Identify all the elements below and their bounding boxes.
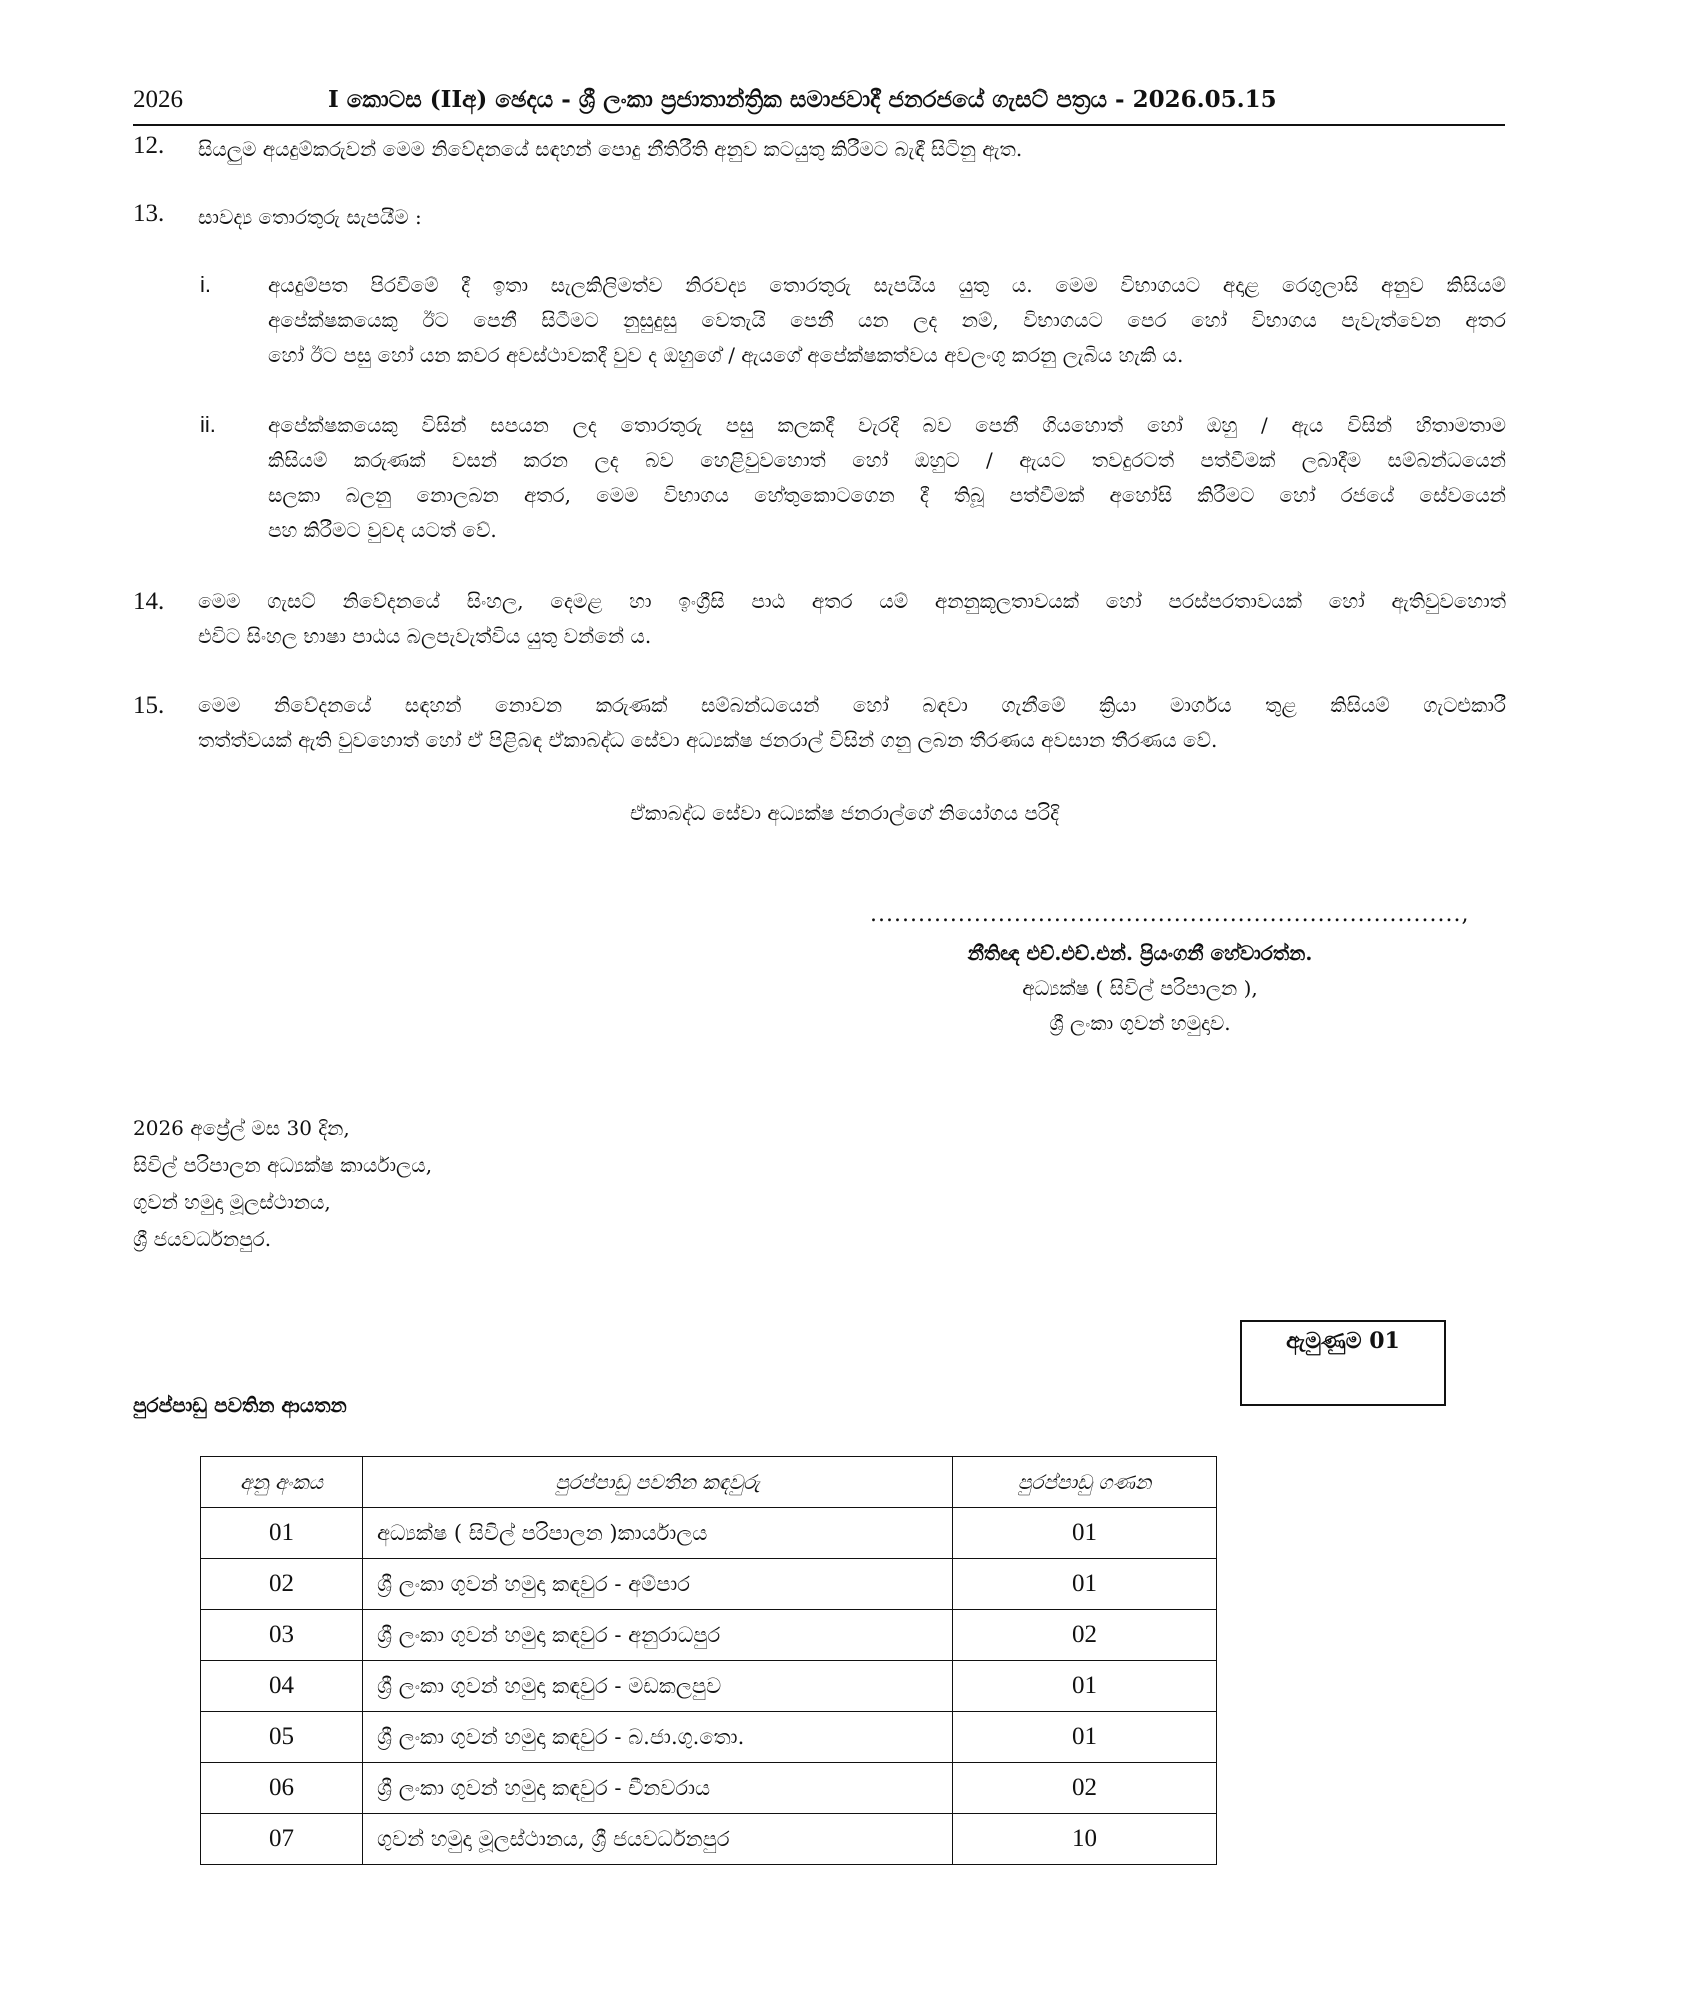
section-title: පුරප්පාඩු පවතින ආයතන (133, 1393, 347, 1417)
cell-camp: ශ්‍රී ලංකා ගුවන් හමුදා කඳවුර - මඩකලපුව (363, 1661, 953, 1712)
cell-serial: 07 (201, 1814, 363, 1865)
cell-serial: 02 (201, 1559, 363, 1610)
sub-item-ii-line: පහ කිරීමට වුවද යටත් වේ. (268, 518, 497, 542)
annex-label: ඇමුණුම 01 (1286, 1328, 1400, 1354)
table-row (201, 1763, 1217, 1814)
signature-block (860, 936, 1420, 1041)
item-15-line: තත්ත්වයක් ඇති වුවහොත් හෝ ඒ පිළිබඳ ඒකාබද්ධ සේවා අධ්‍යක්ෂ ජනරාල් විසින් ගනු ලබන තීරණය අවසාන තීරණය වේ. (198, 728, 1218, 752)
item-12-number: 12. (133, 132, 165, 159)
sub-item-i-marker: i. (200, 272, 211, 297)
signature-line: .........................................................................., (870, 902, 1470, 927)
cell-serial: 03 (201, 1610, 363, 1661)
sub-item-i-line: අයදුම්පත පිරවීමේ දී ඉතා සැලකිලිමත්ව නිරවද්‍ය තොරතුරු සැපයිය යුතු ය. මෙම විභාගයට අදාළ රෙගුලාසි අනුව කිසියම් (268, 273, 1506, 297)
item-14-number: 14. (133, 588, 165, 615)
gazette-title: I කොටස (IIඅ) ඡෙදය - ශ්‍රී ලංකා ප්‍රජාතාන්ත්‍රික සමාජවාදී ජනරජයේ ගැසට් පත්‍රය - 2026.05.15 (328, 86, 1277, 113)
sub-item-i-line: හෝ ඊට පසු හෝ යන කවර අවස්ථාවකදී වුව ද ඔහුගේ / ඇයගේ අපේක්ෂකත්වය අවලංගු කරනු ලැබිය හැකි ය. (268, 343, 1184, 367)
annex-box (1240, 1320, 1446, 1406)
sub-item-ii-line: සලකා බලනු නොලබන අතර, මෙම විභාගය හේතුකොටගෙන දී තිබූ පත්වීමක් අහෝසි කිරීමට හෝ රජයේ සේවයෙන් (268, 483, 1506, 507)
item-15-text (198, 688, 1506, 758)
item-15-line: මෙම නිවේදනයේ සඳහන් නොවන කරුණක් සම්බන්ධයෙන් හෝ බඳවා ගැනීමේ ක්‍රියා මාර්ගය තුළ කිසියම් ගැටළුකාරී (198, 693, 1506, 717)
cell-count: 01 (953, 1661, 1217, 1712)
sub-item-ii-line: අපේක්ෂකයෙකු විසින් සපයන ලද තොරතුරු පසු කලකදී වැරදි බව පෙනී ගියහොත් හෝ ඔහු / ඇය විසින් හිතාමතාම (268, 413, 1506, 437)
table-row (201, 1610, 1217, 1661)
item-13-number: 13. (133, 200, 165, 227)
signatory-name: නීතිඥ එච්.එච්.එන්. ප්‍රියංගනී හේවාරත්න. (967, 941, 1313, 965)
cell-serial: 06 (201, 1763, 363, 1814)
table-row (201, 1661, 1217, 1712)
sub-item-i-text (268, 268, 1506, 373)
cell-serial: 04 (201, 1661, 363, 1712)
item-14-line: මෙම ගැසට් නිවේදනයේ සිංහල, දෙමළ හා ඉංග්‍රීසි පාඨ අතර යම් අනනුකූලතාවයක් හෝ පරස්පරතාවයක් හෝ ඇතිවුවහොත් (198, 589, 1506, 613)
cell-camp: ශ්‍රී ලංකා ගුවන් හමුදා කඳවුර - චීනවරාය (363, 1763, 953, 1814)
cell-count: 02 (953, 1763, 1217, 1814)
table-header-row (201, 1457, 1217, 1508)
header-serial: අනු අංකය (201, 1457, 363, 1508)
cell-serial: 05 (201, 1712, 363, 1763)
cell-camp: අධ්‍යක්ෂ ( සිවිල් පරිපාලන )කාර්යාලය (363, 1508, 953, 1559)
sub-item-ii-line: කිසියම් කරුණක් වසන් කරන ලද බව හෙළිවුවහොත් හෝ ඔහුට / ඇයට තවදුරටත් පත්වීමක් ලබාදීම සම්බන්ධයෙන් (268, 448, 1506, 472)
vacancy-table (200, 1456, 1217, 1865)
cell-camp: ශ්‍රී ලංකා ගුවන් හමුදා කඳවුර - අම්පාර (363, 1559, 953, 1610)
item-14-text (198, 584, 1506, 654)
table-row (201, 1559, 1217, 1610)
cell-count: 01 (953, 1508, 1217, 1559)
header-count: පුරප්පාඩු ගණන (953, 1457, 1217, 1508)
cell-camp: ශ්‍රී ලංකා ගුවන් හමුදා කඳවුර - අනුරාධපුර (363, 1610, 953, 1661)
address-line: 2026 අප්‍රේල් මස 30 දින, (133, 1116, 350, 1140)
table-row (201, 1712, 1217, 1763)
address-line: ශ්‍රී ජයවර්ධනපුර. (133, 1227, 272, 1251)
cell-camp: ශ්‍රී ලංකා ගුවන් හමුදා කඳවුර - බ.ජා.ගු.තො. (363, 1712, 953, 1763)
table-row (201, 1814, 1217, 1865)
table-row (201, 1508, 1217, 1559)
order-line: ඒකාබද්ධ සේවා අධ්‍යක්ෂ ජනරාල්ගේ නියෝගය පරිදි (630, 801, 1059, 825)
page-number: 2026 (133, 86, 183, 113)
cell-count: 10 (953, 1814, 1217, 1865)
address-line: ගුවන් හමුදා මූලස්ථානය, (133, 1190, 331, 1214)
item-12-text: සියලුම අයදුම්කරුවන් මෙම නිවේදනයේ සඳහන් පොදු නීතිරීති අනුව කටයුතු කිරීමට බැඳී සිටිනු ඇත. (198, 137, 1023, 161)
sub-item-i-line: අපේක්ෂකයෙකු ඊට පෙනී සිටීමට නුසුදුසු වෙතැයි පෙනී යන ලද නම්, විභාගයට පෙර හෝ විභාගය පැවැත්වෙන අතර (268, 308, 1506, 332)
sub-item-ii-text (268, 408, 1506, 548)
cell-count: 01 (953, 1712, 1217, 1763)
signatory-designation: අධ්‍යක්ෂ ( සිවිල් පරිපාලන ), (1022, 976, 1258, 1000)
item-15-number: 15. (133, 692, 165, 719)
header-camp: පුරප්පාඩු පවතින කඳවුරු (363, 1457, 953, 1508)
cell-serial: 01 (201, 1508, 363, 1559)
vacancy-table-wrapper (200, 1456, 1217, 1865)
item-14-line: එවිට සිංහල භාෂා පාඨය බලපැවැත්විය යුතු වන්නේ ය. (198, 624, 652, 648)
cell-count: 01 (953, 1559, 1217, 1610)
cell-count: 02 (953, 1610, 1217, 1661)
signatory-organization: ශ්‍රී ලංකා ගුවන් හමුදාව. (1049, 1011, 1231, 1035)
item-13-heading: සාවද්‍ය තොරතුරු සැපයීම : (198, 205, 422, 229)
page-header (133, 84, 1505, 126)
sub-item-ii-marker: ii. (200, 412, 216, 437)
address-line: සිවිල් පරිපාලන අධ්‍යක්ෂ කාර්යාලය, (133, 1153, 433, 1177)
date-address-block (133, 1110, 432, 1258)
cell-camp: ගුවන් හමුදා මූලස්ථානය, ශ්‍රී ජයවර්ධනපුර (363, 1814, 953, 1865)
